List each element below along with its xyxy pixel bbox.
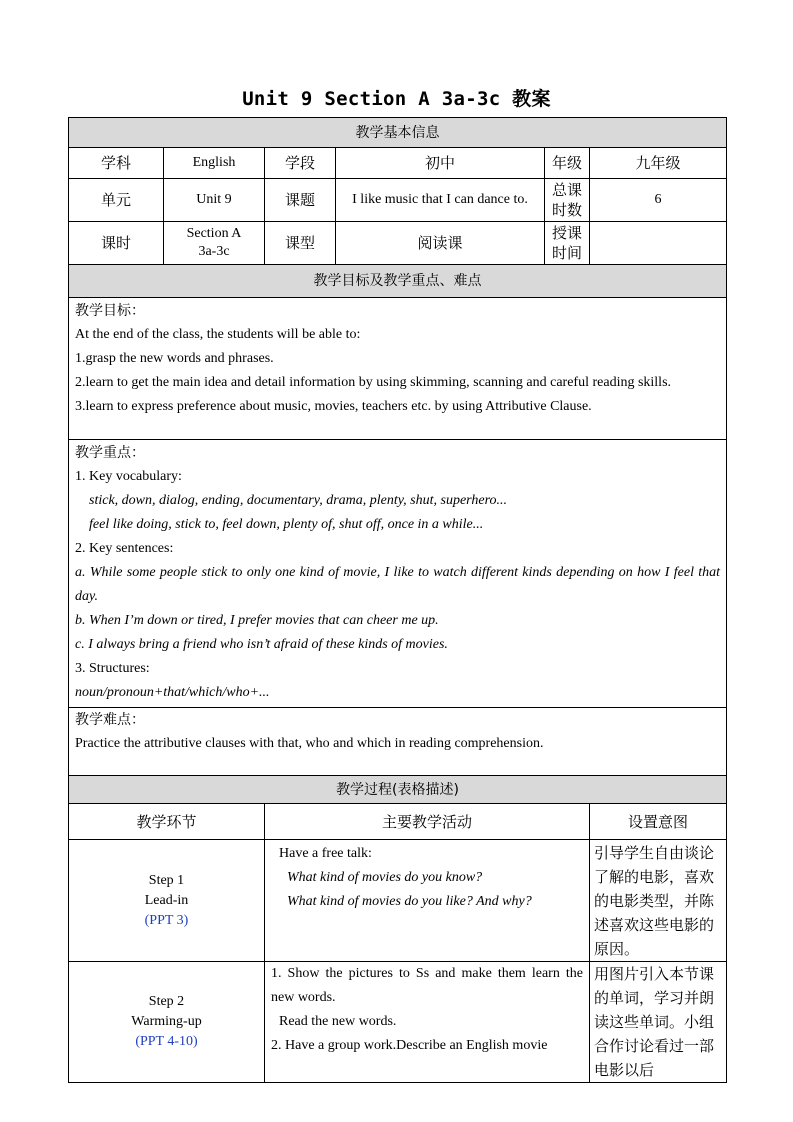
process-columns-row <box>69 804 727 840</box>
grade-label: 年级 <box>545 148 590 179</box>
step-1-activity-intro: Have a free talk: <box>279 846 372 861</box>
teaching-time-value <box>590 222 727 265</box>
goals-row <box>69 298 727 440</box>
objectives-header: 教学目标及教学重点、难点 <box>69 265 727 298</box>
objectives-header-row <box>69 265 727 298</box>
basic-row-3 <box>69 222 727 265</box>
step-1-ppt: (PPT 3) <box>144 912 189 928</box>
teaching-time-label: 授课时间 <box>545 222 590 265</box>
key-points-row <box>69 440 727 708</box>
period-value-line2: 3a-3c <box>198 244 230 259</box>
subject-value: English <box>164 148 265 179</box>
difficulty-row <box>69 708 727 776</box>
topic-value: I like music that I can dance to. <box>336 179 545 222</box>
basic-info-header: 教学基本信息 <box>69 118 727 148</box>
key-sentences-label: 2. Key sentences: <box>75 541 174 556</box>
key-vocab-phrases: feel like doing, stick to, feel down, plenty of, shut off, once in a while... <box>89 517 484 532</box>
key-sentence-a: a. While some people stick to only one kind of movie, I like to watch different kinds depending on how I feel that day. <box>75 565 721 604</box>
basic-row-1 <box>69 148 727 179</box>
stage-value: 初中 <box>336 148 545 179</box>
subject-label: 学科 <box>69 148 164 179</box>
type-label: 课型 <box>265 222 336 265</box>
step-1-intent: 引导学生自由谈论了解的电影，喜欢的电影类型，并陈述喜欢这些电影的原因。 <box>590 840 727 962</box>
basic-row-2 <box>69 179 727 222</box>
goal-3: 3.learn to express preference about music, movies, teachers etc. by using Attributive Clause. <box>75 399 592 414</box>
step-1-question-1: What kind of movies do you know? <box>287 870 483 885</box>
difficulty-label: 教学难点： <box>75 712 145 728</box>
step-1-cell <box>69 840 265 962</box>
lesson-plan-table <box>68 117 727 1083</box>
step-1-question-2: What kind of movies do you like? And why? <box>287 894 532 909</box>
period-value <box>164 222 265 265</box>
goals-label: 教学目标： <box>75 303 145 319</box>
process-col-stage: 教学环节 <box>69 804 265 840</box>
unit-value: Unit 9 <box>164 179 265 222</box>
key-structures: noun/pronoun+that/which/who+... <box>75 685 270 700</box>
key-vocab-label: 1. Key vocabulary: <box>75 469 182 484</box>
total-periods-value: 6 <box>590 179 727 222</box>
step-2-number: Step 2 <box>148 994 185 1009</box>
process-col-intent: 设置意图 <box>590 804 727 840</box>
type-value: 阅读课 <box>336 222 545 265</box>
step-1-name: Lead-in <box>144 892 189 908</box>
goals-cell <box>69 298 727 440</box>
key-vocab-words: stick, down, dialog, ending, documentary, drama, plenty, shut, superhero... <box>89 493 508 508</box>
difficulty-text: Practice the attributive clauses with that, who and which in reading comprehension. <box>75 736 544 751</box>
period-label: 课时 <box>69 222 164 265</box>
goal-1: 1.grasp the new words and phrases. <box>75 351 274 366</box>
topic-label: 课题 <box>265 179 336 222</box>
stage-label: 学段 <box>265 148 336 179</box>
step-1-activity-cell <box>265 840 590 962</box>
process-header-row <box>69 776 727 804</box>
process-col-activity: 主要教学活动 <box>265 804 590 840</box>
key-points-label: 教学重点： <box>75 445 145 461</box>
key-points-cell <box>69 440 727 708</box>
step-2-activity-1b: Read the new words. <box>279 1014 397 1029</box>
step-2-activity-2: 2. Have a group work.Describe an English movie <box>271 1038 548 1053</box>
step-2-activity-1: 1. Show the pictures to Ss and make them learn the new words. <box>271 966 583 1005</box>
total-periods-label: 总课时数 <box>545 179 590 222</box>
step-2-name: Warming-up <box>131 1014 202 1029</box>
goal-2: 2.learn to get the main idea and detail information by using skimming, scanning and careful reading skills. <box>75 375 672 390</box>
key-structures-label: 3. Structures: <box>75 661 150 676</box>
step-1-number: Step 1 <box>148 872 185 888</box>
step-2-intent: 用图片引入本节课的单词，学习并朗读这些单词。小组合作讨论看过一部电影以后 <box>590 962 727 1083</box>
basic-info-header-row <box>69 118 727 148</box>
step-row-1 <box>69 840 727 962</box>
grade-value: 九年级 <box>590 148 727 179</box>
step-2-activity-cell <box>265 962 590 1083</box>
difficulty-cell <box>69 708 727 776</box>
unit-label: 单元 <box>69 179 164 222</box>
key-sentence-b: b. When I’m down or tired, I prefer movies that can cheer me up. <box>75 613 439 628</box>
period-value-line1: Section A <box>186 226 242 241</box>
key-sentence-c: c. I always bring a friend who isn’t afraid of these kinds of movies. <box>75 637 448 652</box>
goals-intro: At the end of the class, the students will be able to: <box>75 327 361 342</box>
step-row-2 <box>69 962 727 1083</box>
page-title: Unit 9 Section A 3a-3c 教案 <box>242 88 551 110</box>
step-2-ppt: (PPT 4-10) <box>135 1034 198 1049</box>
process-header: 教学过程(表格描述) <box>69 776 727 804</box>
step-2-cell <box>69 962 265 1083</box>
